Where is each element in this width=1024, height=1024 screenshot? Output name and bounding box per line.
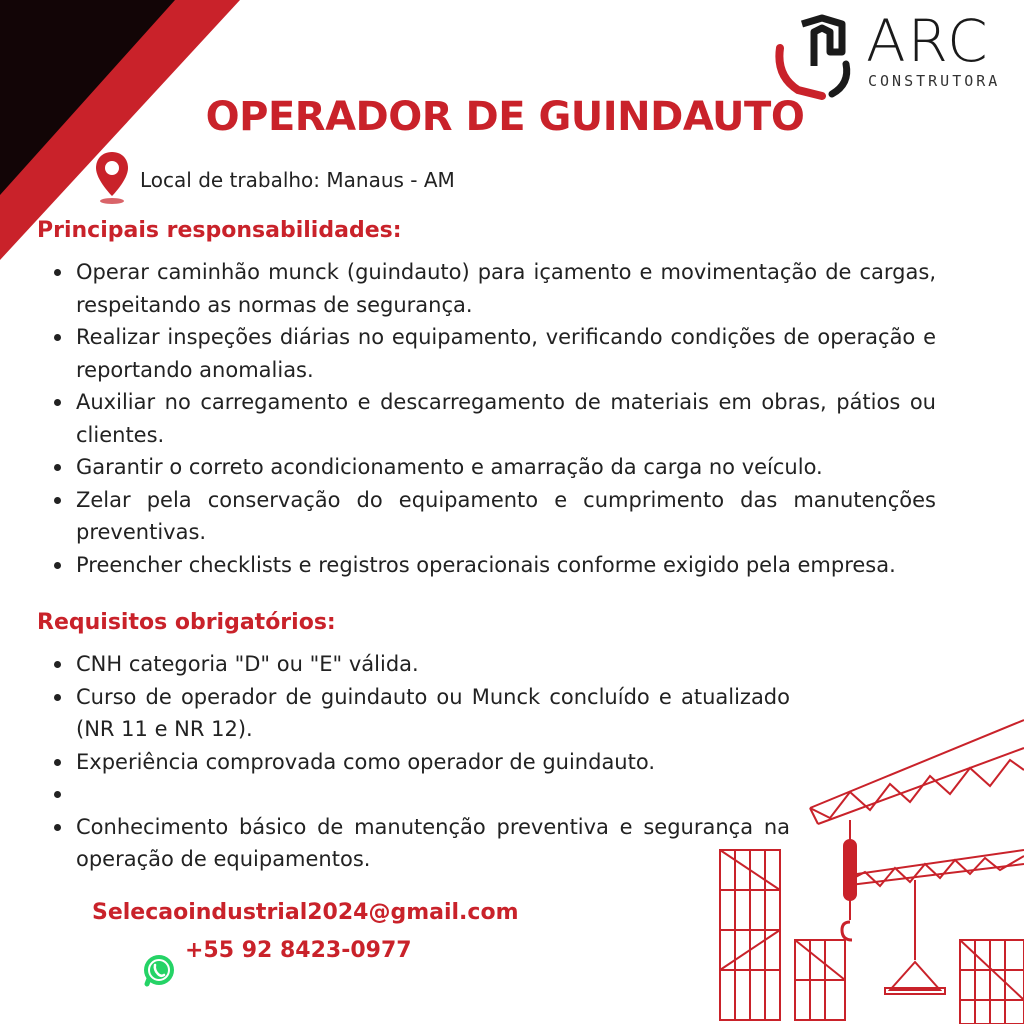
responsibilities-heading: Principais responsabilidades: <box>37 218 402 243</box>
list-item: Preencher checklists e registros operacionais conforme exigido pela empresa. <box>40 549 936 582</box>
list-item: Auxiliar no carregamento e descarregamento de materiais em obras, pátios ou clientes. <box>40 386 936 451</box>
construction-crane-illustration <box>700 700 1024 1024</box>
list-item: Conhecimento básico de manutenção preventiva e segurança na operação de equipamentos. <box>40 811 790 876</box>
list-item: Realizar inspeções diárias no equipamento, verificando condições de operação e reportando anomalias. <box>40 321 936 386</box>
location-pin-icon <box>94 150 130 206</box>
list-item: Operar caminhão munck (guindauto) para içamento e movimentação de cargas, respeitando as normas de segurança. <box>40 256 936 321</box>
responsibilities-list <box>40 256 936 581</box>
list-item <box>40 778 790 811</box>
whatsapp-icon <box>141 952 177 988</box>
list-item: Zelar pela conservação do equipamento e cumprimento das manutenções preventivas. <box>40 484 936 549</box>
brand-name: ARC <box>866 7 990 75</box>
list-item: CNH categoria "D" ou "E" válida. <box>40 648 790 681</box>
contact-email[interactable]: Selecaoindustrial2024@gmail.com <box>92 900 519 925</box>
list-item: Curso de operador de guindauto ou Munck concluído e atualizado (NR 11 e NR 12). <box>40 681 790 746</box>
brand-tagline: CONSTRUTORA <box>868 72 1001 90</box>
list-item: Garantir o correto acondicionamento e amarração da carga no veículo. <box>40 451 936 484</box>
list-item: Experiência comprovada como operador de guindauto. <box>40 746 790 779</box>
location-text: Local de trabalho: Manaus - AM <box>140 168 455 192</box>
page-title: OPERADOR DE GUINDAUTO <box>205 94 805 140</box>
contact-phone[interactable]: +55 92 8423-0977 <box>185 938 412 963</box>
requirements-heading: Requisitos obrigatórios: <box>37 610 336 635</box>
requirements-list <box>40 648 790 876</box>
